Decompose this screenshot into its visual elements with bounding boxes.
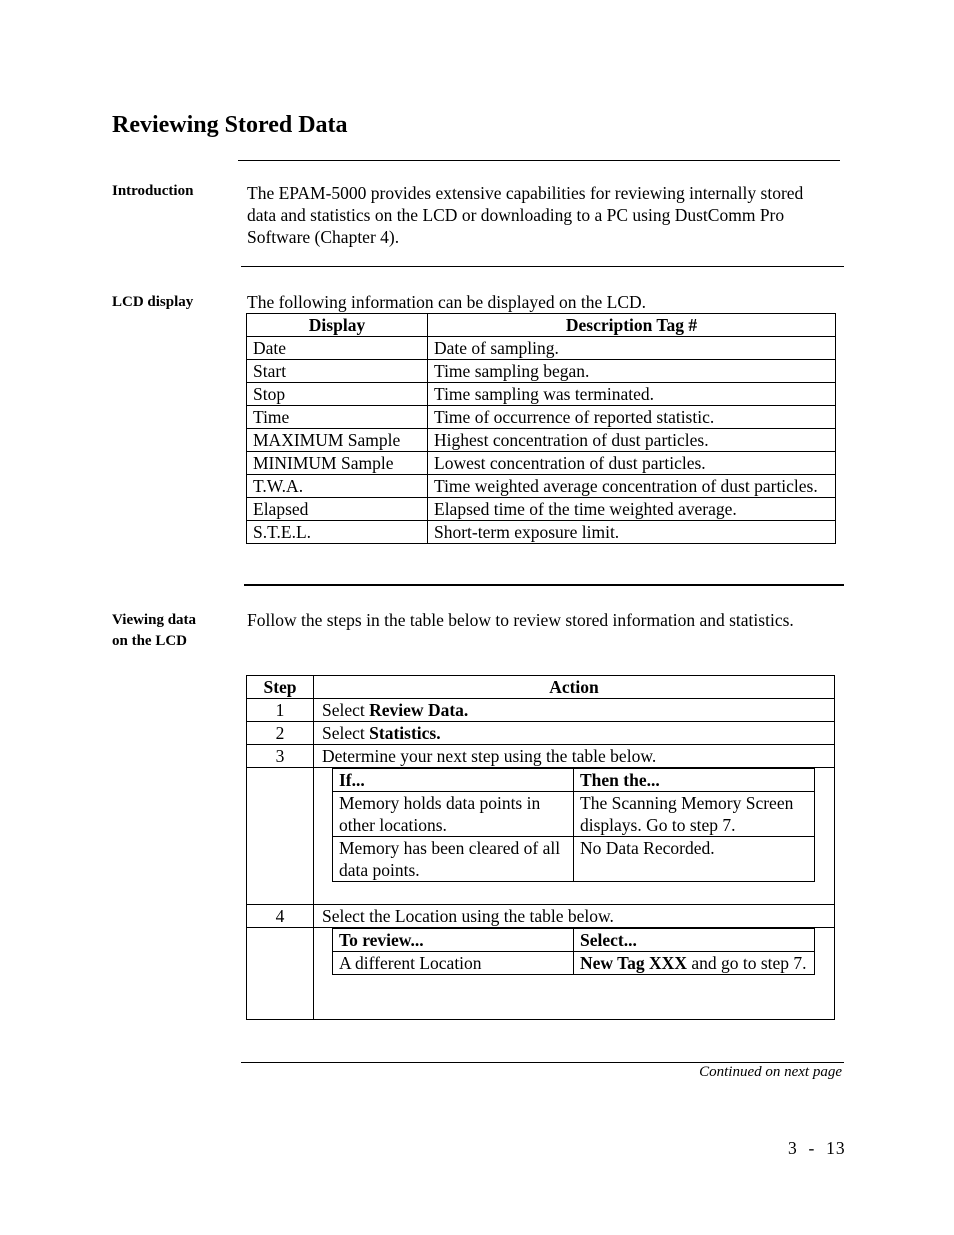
continued-note: Continued on next page xyxy=(699,1064,842,1080)
column-header-select: Select... xyxy=(574,929,815,952)
viewing-data-label xyxy=(112,610,196,652)
step-row xyxy=(247,722,835,745)
step-action-text: Select xyxy=(322,723,370,743)
column-header-step: Step xyxy=(247,676,314,699)
description-cell: Time sampling began. xyxy=(428,360,836,383)
description-cell: Short-term exposure limit. xyxy=(428,521,836,544)
section-divider xyxy=(238,160,840,161)
table-row xyxy=(247,429,836,452)
table-row xyxy=(247,383,836,406)
table-row xyxy=(247,521,836,544)
column-header-to-review: To review... xyxy=(333,929,574,952)
review-cell: A different Location xyxy=(333,952,574,975)
lcd-display-label: LCD display xyxy=(112,294,194,310)
step-action xyxy=(314,699,835,722)
display-cell: Elapsed xyxy=(247,498,428,521)
lcd-display-table xyxy=(246,313,836,544)
description-cell: Elapsed time of the time weighted average. xyxy=(428,498,836,521)
select-text: and go to step 7. xyxy=(686,953,807,973)
description-cell: Time of occurrence of reported statistic. xyxy=(428,406,836,429)
step-action-text: Select xyxy=(322,700,370,720)
result-cell: No Data Recorded. xyxy=(574,837,815,882)
description-cell: Time weighted average concentration of dust particles. xyxy=(428,475,836,498)
page-number: 3 - 13 xyxy=(788,1138,846,1158)
step-action xyxy=(314,722,835,745)
display-cell: Time xyxy=(247,406,428,429)
table-header-row xyxy=(247,314,836,337)
table-row xyxy=(247,337,836,360)
column-header-display: Display xyxy=(247,314,428,337)
display-cell: MAXIMUM Sample xyxy=(247,429,428,452)
display-cell: Start xyxy=(247,360,428,383)
table-row xyxy=(333,837,815,882)
review-select-table xyxy=(332,928,815,975)
table-row xyxy=(333,792,815,837)
condition-cell: Memory holds data points in other locations. xyxy=(333,792,574,837)
lcd-display-intro: The following information can be displayed on the LCD. xyxy=(247,292,647,312)
viewing-data-label-line2: on the LCD xyxy=(112,633,188,649)
table-header-row xyxy=(333,769,815,792)
if-then-table xyxy=(332,768,815,882)
step-action-bold: Statistics. xyxy=(369,723,441,743)
table-row xyxy=(333,952,815,975)
empty-step-cell xyxy=(247,928,314,1020)
step-number: 3 xyxy=(247,745,314,768)
introduction-text: The EPAM-5000 provides extensive capabilities for reviewing internally stored data and statistics on the LCD or downloading to a PC using DustComm Pro Software (Chapter 4). xyxy=(247,183,804,247)
step-number: 4 xyxy=(247,905,314,928)
section-divider xyxy=(241,1062,844,1063)
step-action: Determine your next step using the table below. xyxy=(314,745,835,768)
column-header-then: Then the... xyxy=(574,769,815,792)
display-cell: Date xyxy=(247,337,428,360)
table-row xyxy=(247,360,836,383)
steps-table xyxy=(246,675,835,1020)
step-number: 1 xyxy=(247,699,314,722)
display-cell: T.W.A. xyxy=(247,475,428,498)
step-row xyxy=(247,699,835,722)
select-bold: New Tag XXX xyxy=(580,953,687,973)
table-row xyxy=(247,475,836,498)
description-cell: Lowest concentration of dust particles. xyxy=(428,452,836,475)
description-cell: Highest concentration of dust particles. xyxy=(428,429,836,452)
display-cell: S.T.E.L. xyxy=(247,521,428,544)
table-header-row xyxy=(247,676,835,699)
empty-step-cell xyxy=(247,768,314,905)
table-row xyxy=(247,498,836,521)
step-row xyxy=(247,905,835,928)
section-divider xyxy=(244,584,844,586)
introduction-label: Introduction xyxy=(112,183,194,199)
description-cell: Date of sampling. xyxy=(428,337,836,360)
table-row xyxy=(247,406,836,429)
table-row xyxy=(247,452,836,475)
viewing-data-intro: Follow the steps in the table below to review stored information and statistics. xyxy=(247,610,794,630)
step-row xyxy=(247,745,835,768)
table-header-row xyxy=(333,929,815,952)
column-header-action: Action xyxy=(314,676,835,699)
result-cell: The Scanning Memory Screen displays. Go to step 7. xyxy=(574,792,815,837)
display-cell: MINIMUM Sample xyxy=(247,452,428,475)
condition-cell: Memory has been cleared of all data points. xyxy=(333,837,574,882)
column-header-if: If... xyxy=(333,769,574,792)
display-cell: Stop xyxy=(247,383,428,406)
step-action: Select the Location using the table below. xyxy=(314,905,835,928)
step-action-bold: Review Data. xyxy=(369,700,469,720)
if-then-container xyxy=(314,768,835,905)
viewing-data-label-line1: Viewing data xyxy=(112,612,197,628)
section-divider xyxy=(241,266,844,267)
description-cell: Time sampling was terminated. xyxy=(428,383,836,406)
select-cell xyxy=(574,952,815,975)
column-header-description: Description Tag # xyxy=(428,314,836,337)
step-number: 2 xyxy=(247,722,314,745)
page-title: Reviewing Stored Data xyxy=(112,112,348,138)
review-select-container xyxy=(314,928,835,1020)
step-subtable-row xyxy=(247,768,835,905)
step-subtable-row xyxy=(247,928,835,1020)
